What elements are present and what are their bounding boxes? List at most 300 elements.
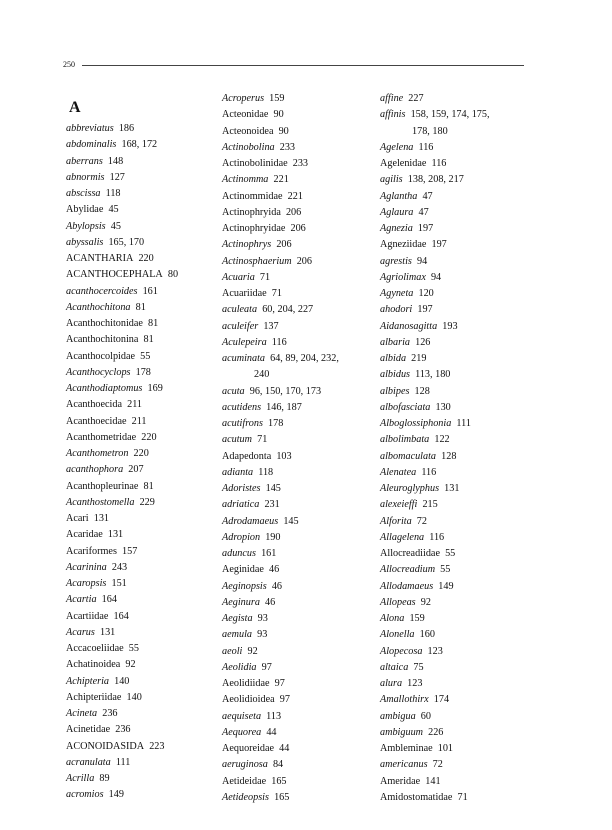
index-term: aculeata (222, 304, 258, 316)
index-term: americanus (380, 759, 428, 771)
index-entry (222, 416, 372, 432)
index-term: Acariformes (66, 545, 117, 557)
index-term: acanthophora (66, 464, 124, 476)
index-term: ACONOIDASIDA (66, 740, 145, 752)
index-entry (222, 351, 372, 384)
index-term: acutifrons (222, 418, 263, 429)
index-entry (380, 725, 530, 741)
index-pages: 71 (271, 288, 282, 299)
index-entry (66, 414, 206, 430)
index-entry (66, 787, 206, 803)
index-term: agrestis (380, 255, 412, 267)
index-entry (380, 611, 530, 627)
index-term: Aeolidioidea (222, 694, 275, 706)
index-pages: 149 (438, 580, 454, 592)
index-pages: 151 (111, 578, 127, 589)
index-term: acanthocercoides (66, 285, 138, 297)
index-term: Agelenidae (380, 158, 427, 169)
index-term: ahodori (380, 304, 413, 316)
index-term: Aidanosagitta (380, 320, 438, 332)
index-term: alexeieffi (380, 499, 418, 511)
index-term: Allocreadiidae (380, 548, 440, 559)
index-entry (222, 189, 372, 205)
index-pages: 126 (415, 336, 431, 348)
index-entry (66, 592, 206, 608)
index-pages: 138, 208, 217 (407, 174, 464, 186)
index-pages: 157 (122, 545, 138, 557)
index-entry (222, 172, 372, 188)
index-term: acuminata (222, 353, 266, 364)
index-entry (222, 221, 372, 237)
index-entry (66, 235, 206, 251)
index-pages: 164 (113, 610, 129, 622)
index-term: Accacoeliidae (66, 643, 124, 654)
index-entry (380, 546, 530, 562)
index-term: Acroperus (222, 93, 265, 104)
index-term: aeoli (222, 645, 243, 657)
index-entry (380, 221, 530, 237)
index-pages: 55 (128, 643, 139, 654)
index-pages: 96, 150, 170, 173 (249, 385, 322, 397)
index-entry (380, 627, 530, 643)
index-term: Acuariidae (222, 288, 267, 299)
index-pages: 46 (271, 580, 282, 592)
index-pages: 118 (105, 188, 121, 199)
index-entry (222, 205, 372, 221)
index-pages: 128 (441, 450, 457, 462)
index-pages: 206 (285, 206, 302, 218)
index-entry (66, 219, 206, 235)
index-entry (380, 237, 530, 253)
index-pages: 44 (279, 743, 290, 754)
index-term: ambigua (380, 710, 416, 722)
index-pages-continued: 178, 180 (412, 125, 448, 137)
index-entry (66, 739, 206, 755)
index-entry (66, 462, 206, 478)
index-pages: 236 (102, 708, 118, 719)
index-entry (380, 595, 530, 611)
index-pages: 80 (167, 269, 179, 281)
index-pages: 94 (430, 271, 442, 283)
index-entry (222, 660, 372, 676)
index-term: Adapedonta (222, 450, 272, 462)
index-pages: 236 (115, 724, 131, 736)
index-pages: 122 (434, 434, 450, 446)
index-pages: 123 (427, 645, 443, 657)
index-term: Allagelena (380, 531, 425, 543)
index-entry (222, 530, 372, 546)
index-entry (66, 170, 206, 186)
index-entry (222, 692, 372, 708)
index-term: aemula (222, 629, 252, 641)
index-pages: 211 (131, 415, 147, 427)
index-entry (66, 316, 206, 332)
index-term: Allocreadium (380, 564, 436, 576)
index-entry (66, 121, 206, 137)
index-term: Allodamaeus (380, 580, 434, 592)
index-pages: 146, 187 (266, 401, 302, 413)
index-pages: 116 (431, 158, 447, 169)
index-pages: 145 (283, 515, 299, 527)
index-term: abnormis (66, 171, 105, 183)
index-entry (66, 186, 206, 202)
index-entry (222, 546, 372, 562)
index-entry (66, 137, 206, 153)
index-entry (222, 562, 372, 578)
index-entry (222, 335, 372, 351)
index-entry (66, 267, 206, 283)
index-pages: 145 (265, 483, 281, 494)
index-entry (380, 692, 530, 708)
index-pages: 161 (261, 548, 277, 559)
index-term: ACANTHOCEPHALA (66, 269, 163, 281)
index-term: Actinobolina (222, 141, 275, 153)
index-pages: 227 (408, 93, 424, 104)
index-term: Acanthochitonidae (66, 318, 143, 329)
index-entry (380, 416, 530, 432)
index-column-2 (222, 91, 372, 806)
index-term: Aegista (222, 613, 253, 624)
index-term: abdominalis (66, 139, 117, 151)
index-term: aculeifer (222, 320, 259, 332)
index-entry (66, 609, 206, 625)
index-pages: 113 (266, 710, 282, 722)
index-pages: 90 (278, 125, 289, 137)
index-pages: 211 (127, 399, 143, 411)
index-pages: 141 (425, 775, 441, 787)
index-term: Alforita (380, 515, 412, 527)
index-term: Acuaria (222, 271, 255, 283)
index-term: Acaropsis (66, 578, 107, 589)
index-pages: 159 (269, 93, 285, 104)
index-term: Acarinina (66, 561, 107, 573)
index-entry (222, 595, 372, 611)
index-entry (380, 270, 530, 286)
index-term: alura (380, 678, 403, 689)
index-entry (66, 771, 206, 787)
index-entry (66, 154, 206, 170)
index-term: Acanthochitona (66, 301, 131, 313)
index-term: Acineta (66, 708, 98, 719)
index-term: Aglaura (380, 206, 414, 218)
index-term: Actinophrys (222, 239, 272, 251)
index-pages: 193 (442, 320, 458, 332)
index-term: Acanthostomella (66, 496, 135, 508)
index-pages: 81 (143, 480, 154, 492)
index-pages: 178 (135, 366, 151, 378)
index-term: Adrodamaeus (222, 515, 279, 527)
index-entry (66, 641, 206, 657)
index-entry (380, 465, 530, 481)
index-term: Acartiidae (66, 610, 109, 622)
index-pages: 47 (422, 190, 433, 202)
index-pages: 127 (109, 171, 125, 183)
index-pages: 55 (140, 350, 151, 362)
index-entry (66, 690, 206, 706)
index-pages: 215 (422, 499, 438, 511)
index-entry (222, 319, 372, 335)
index-term: abscissa (66, 188, 101, 199)
index-entry (66, 365, 206, 381)
index-entry (380, 254, 530, 270)
index-entry (222, 709, 372, 725)
index-term: Actinophryidae (222, 223, 286, 234)
index-pages: 165 (274, 791, 290, 803)
index-entry (222, 286, 372, 302)
index-entry (380, 514, 530, 530)
index-entry (380, 384, 530, 400)
index-pages: 71 (257, 434, 268, 446)
index-term: ambiguum (380, 726, 424, 738)
index-term: Acanthometridae (66, 431, 137, 443)
index-pages: 55 (445, 548, 456, 559)
index-term: affinis (380, 109, 406, 121)
index-term: acutum (222, 434, 252, 446)
index-entry (380, 351, 530, 367)
index-term: Achipteriidae (66, 691, 122, 703)
index-term: albipes (380, 385, 410, 397)
index-term: Achatinoidea (66, 659, 121, 671)
index-pages: 161 (142, 285, 158, 297)
index-pages: 55 (440, 564, 451, 576)
index-pages: 221 (273, 174, 289, 186)
index-entry (222, 270, 372, 286)
index-pages: 90 (273, 109, 284, 121)
index-pages: 159 (409, 613, 425, 624)
index-entry (222, 790, 372, 806)
index-entry (380, 140, 530, 156)
index-pages: 229 (139, 496, 155, 508)
index-pages: 164 (101, 594, 117, 606)
index-term: Acanthochitonina (66, 334, 139, 346)
index-term: adianta (222, 466, 254, 478)
index-entry (66, 202, 206, 218)
index-entry (380, 432, 530, 448)
index-pages: 72 (416, 515, 427, 527)
index-pages: 168, 172 (121, 139, 158, 151)
index-pages: 44 (266, 726, 277, 738)
header-rule (82, 65, 524, 66)
index-pages: 206 (296, 255, 312, 267)
index-pages: 64, 89, 204, 232, (270, 353, 339, 364)
index-term: Aetideopsis (222, 791, 269, 803)
index-term: aduncus (222, 548, 256, 559)
index-pages: 220 (138, 253, 154, 264)
index-term: Actinophryida (222, 206, 281, 218)
index-entry (222, 725, 372, 741)
index-entry (66, 284, 206, 300)
index-pages: 197 (431, 239, 447, 251)
index-entry (222, 254, 372, 270)
index-entry (66, 527, 206, 543)
index-entry (380, 579, 530, 595)
index-pages: 190 (265, 531, 281, 543)
index-term: acromios (66, 789, 104, 801)
index-pages: 178 (268, 418, 284, 429)
index-pages: 243 (111, 561, 128, 573)
index-entry (66, 657, 206, 673)
index-pages: 97 (261, 661, 272, 673)
index-term: Agyneta (380, 288, 414, 299)
index-term: Aeginura (222, 596, 260, 608)
index-pages: 81 (135, 301, 146, 313)
index-entry (222, 497, 372, 513)
index-entry (380, 676, 530, 692)
index-term: Acartia (66, 594, 97, 606)
index-pages: 116 (421, 466, 437, 478)
index-pages: 131 (99, 626, 116, 638)
index-pages: 206 (290, 223, 306, 234)
index-pages: 186 (118, 123, 135, 134)
page-number: 250 (63, 60, 75, 69)
index-term: albomaculata (380, 450, 437, 462)
section-letter: A (69, 99, 81, 116)
index-entry (380, 335, 530, 351)
index-term: Adoristes (222, 483, 261, 494)
index-term: Acteonoidea (222, 125, 274, 137)
index-pages: 165 (271, 775, 287, 787)
index-entry (66, 430, 206, 446)
index-pages: 94 (416, 255, 428, 267)
index-column-3 (380, 91, 530, 806)
index-entry (380, 481, 530, 497)
index-term: Acanthopleurinae (66, 480, 139, 492)
index-pages: 89 (99, 773, 110, 784)
index-term: Agriolimax (380, 271, 426, 283)
index-pages: 220 (141, 431, 157, 443)
index-entry (380, 189, 530, 205)
index-pages: 46 (265, 596, 276, 608)
index-entry (222, 237, 372, 253)
index-entry (380, 172, 530, 188)
index-term: Aleuroglyphus (380, 483, 440, 494)
index-term: Acari (66, 513, 89, 524)
index-entry (222, 644, 372, 660)
index-entry (222, 156, 372, 172)
index-pages: 123 (407, 678, 423, 689)
index-pages: 116 (429, 531, 445, 543)
index-term: acutidens (222, 401, 262, 413)
index-term: Alonella (380, 629, 415, 641)
index-term: albolimbata (380, 434, 430, 446)
index-entry (66, 625, 206, 641)
index-pages: 45 (108, 204, 119, 216)
index-pages: 130 (435, 401, 451, 413)
index-entry (66, 332, 206, 348)
index-term: altaica (380, 661, 409, 673)
index-pages: 140 (126, 691, 142, 703)
index-pages: 233 (292, 158, 309, 169)
index-term: Actinomma (222, 174, 269, 186)
index-pages: 113, 180 (415, 369, 451, 381)
index-entry (66, 251, 206, 267)
index-term: abbreviatus (66, 123, 114, 134)
index-pages: 165, 170 (108, 236, 145, 248)
index-term: adriatica (222, 499, 260, 511)
index-term: Aequorea (222, 726, 262, 738)
index-term: albofasciata (380, 401, 431, 413)
index-pages: 118 (258, 466, 274, 478)
index-term: albida (380, 353, 407, 364)
index-term: Amallothirx (380, 694, 429, 706)
index-pages: 131 (93, 513, 109, 524)
index-term: Aeginidae (222, 564, 264, 576)
index-pages: 92 (125, 659, 136, 671)
index-entry (66, 511, 206, 527)
index-entry (66, 495, 206, 511)
index-entry (222, 579, 372, 595)
index-pages: 131 (444, 483, 460, 494)
index-pages: 197 (417, 304, 433, 316)
index-pages: 46 (268, 564, 280, 576)
index-pages: 92 (247, 645, 258, 657)
index-entry (222, 741, 372, 757)
index-pages: 93 (257, 629, 268, 641)
index-entry (66, 576, 206, 592)
index-term: Aeolidiidae (222, 678, 270, 689)
index-pages: 131 (107, 529, 124, 541)
index-entry (222, 91, 372, 107)
index-entry (66, 381, 206, 397)
index-entry (222, 481, 372, 497)
index-entry (380, 302, 530, 318)
index-entry (380, 562, 530, 578)
index-term: abyssalis (66, 236, 104, 248)
index-entry (222, 465, 372, 481)
index-pages: 149 (108, 789, 124, 801)
index-term: Achipteria (66, 675, 110, 687)
index-term: ACANTHARIA (66, 253, 134, 264)
index-pages: 197 (417, 223, 434, 234)
index-term: aberrans (66, 155, 103, 167)
index-pages: 120 (418, 288, 434, 299)
index-term: Agnezia (380, 223, 413, 234)
index-entry (222, 676, 372, 692)
index-pages: 60 (420, 710, 431, 722)
index-term: Acaridae (66, 529, 103, 541)
index-entry (380, 790, 530, 806)
index-pages: 116 (271, 336, 287, 348)
index-term: Agelena (380, 141, 414, 153)
index-entry (66, 446, 206, 462)
index-entry (222, 627, 372, 643)
index-pages: 81 (143, 334, 154, 346)
index-entry (66, 479, 206, 495)
index-term: Alona (380, 613, 405, 624)
index-entry (222, 757, 372, 773)
index-term: affine (380, 93, 404, 104)
index-term: Agneziidae (380, 239, 427, 251)
index-pages: 111 (115, 756, 131, 768)
index-entry (380, 107, 530, 140)
index-pages: 226 (428, 726, 444, 738)
index-pages: 223 (149, 740, 165, 752)
index-term: Acrilla (66, 773, 95, 784)
index-entry (66, 706, 206, 722)
index-entry (380, 367, 530, 383)
index-entry (222, 400, 372, 416)
index-pages: 81 (148, 318, 159, 329)
index-entry (380, 205, 530, 221)
index-entry (380, 644, 530, 660)
index-term: Aculepeira (222, 336, 267, 348)
index-entry (66, 722, 206, 738)
index-pages: 75 (413, 661, 424, 673)
index-pages: 71 (259, 271, 271, 283)
index-entry (222, 774, 372, 790)
index-entry (66, 674, 206, 690)
index-entry (380, 286, 530, 302)
